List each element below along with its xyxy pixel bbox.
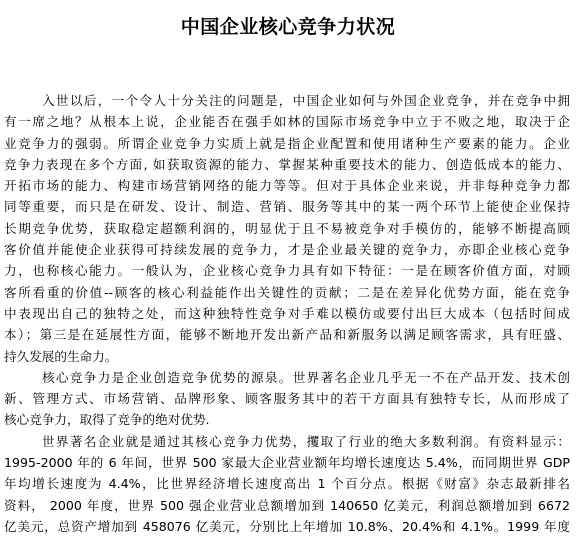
document-title: 中国企业核心竞争力状况 <box>180 16 396 38</box>
text-line: 核心竞争力，取得了竞争的绝对优势. <box>4 412 210 428</box>
text-line: 客价值并能使企业获得可持续发展的竞争力，才是企业最关键的竞争力，亦即企业核心竞争 <box>4 242 570 258</box>
paragraph-3 <box>4 431 570 537</box>
paragraph-1 <box>4 90 570 367</box>
paragraph-2 <box>4 367 570 431</box>
text-line: 同等重要，而只是在研发、设计、制造、营销、服务等其中的某一两个环节上能使企业保持 <box>4 199 570 215</box>
text-line: 本）；第三是在延展性方面，能够不断地开发出新产品和新服务以满足顾客需求，具有旺盛、 <box>4 327 570 343</box>
text-line: 入世以后，一个令人十分关注的问题是，中国企业如何与外国企业竞争，并在竞争中拥 <box>42 93 570 108</box>
text-line: 1995-2000 年的 6 年间，世界 500 家最大企业营业额年均增长速度达 5.4%，而同期世界 GDP <box>4 455 570 471</box>
text-line: 资料， 2000 年度，世界 500 强企业营业总额增加到 140650 亿美元，利润总额增加到 6672 <box>4 497 570 513</box>
text-line: 有一席之地？从根本上说，企业能否在强手如林的国际市场竞争中立于不败之地，取决于企 <box>4 114 570 130</box>
document-body <box>4 90 570 537</box>
text-line: 长期竞争优势，获取稳定超额利润的，明显优于且不易被竞争对手模仿的，能够不断提高顾 <box>4 220 570 236</box>
text-line: 世界著名企业就是通过其核心竞争力优势，攫取了行业的绝大多数利润。有资料显示： <box>42 433 570 449</box>
text-line: 新、管理方式、市场营销、品牌形象、顾客服务其中的若干方面具有独特专长，从而形成了 <box>4 391 570 407</box>
text-line: 亿美元，总资产增加到 458076 亿美元，分别比上年增加 10.8%、20.4%和 4.1%。1999 年度 <box>4 518 570 534</box>
text-line: 业竞争力的强弱。所谓企业竞争力实质上就是指企业配置和使用诸种生产要素的能力。企业 <box>4 135 570 151</box>
text-line: 核心竞争力是企业创造竞争优势的源泉。世界著名企业几乎无一不在产品开发、技术创 <box>42 369 570 385</box>
text-line: 开拓市场的能力、构建市场营销网络的能力等等。但对于具体企业来说，并非每种竞争力都 <box>4 178 570 194</box>
text-line: 力，也称核心能力。一般认为，企业核心竞争力具有如下特征：一是在顾客价值方面，对顾 <box>4 263 570 279</box>
text-line: 中表现出自己的独特之处，而这种独特性竞争对手难以模仿或要付出巨大成本（包括时间成 <box>4 305 570 321</box>
text-line: 客所看重的价值--顾客的核心利益能作出关键性的贡献；二是在差异化优势方面，能在竞争 <box>4 284 570 300</box>
text-line: 竞争力表现在多个方面, 如获取资源的能力、掌握某种重要技术的能力、创造低成本的能力、 <box>4 156 570 172</box>
text-line: 持久发展的生命力。 <box>4 348 118 364</box>
text-line: 年均增长速度为 4.4%，比世界经济增长速度高出 1 个百分点。根据《财富》杂志最新排名 <box>4 476 570 492</box>
